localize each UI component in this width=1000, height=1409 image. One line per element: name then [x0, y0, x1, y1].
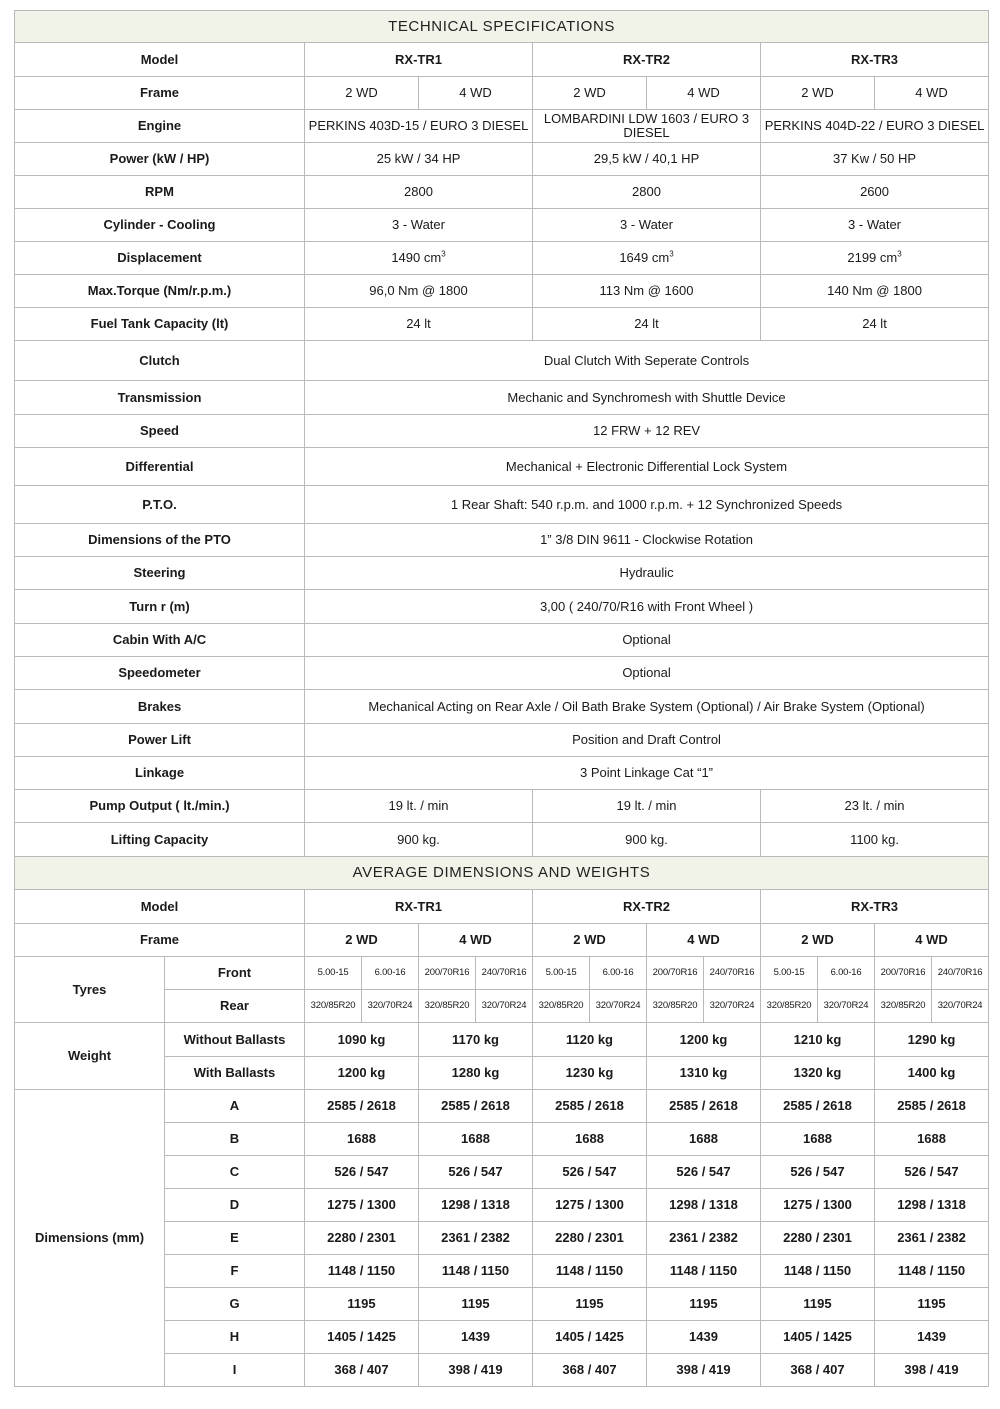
- torque-value: 113 Nm @ 1600: [533, 275, 761, 308]
- row-label: Engine: [15, 110, 305, 143]
- row-label: Turn r (m): [15, 590, 305, 624]
- dimension-value: 1405 / 1425: [533, 1321, 647, 1354]
- frame-cell: 4 WD: [419, 924, 533, 957]
- dimension-value: 1148 / 1150: [761, 1255, 875, 1288]
- weight-value: 1200 kg: [647, 1023, 761, 1057]
- power-row: [15, 143, 989, 176]
- sub-label: With Ballasts: [165, 1057, 305, 1090]
- row-label: Differential: [15, 448, 305, 486]
- weight-value: 1170 kg: [419, 1023, 533, 1057]
- dimension-value: 1439: [419, 1321, 533, 1354]
- dimension-value: 1298 / 1318: [419, 1189, 533, 1222]
- shared-value: 1” 3/8 DIN 9611 - Clockwise Rotation: [305, 524, 989, 557]
- row-label: Linkage: [15, 757, 305, 790]
- model-header: RX-TR3: [761, 890, 989, 924]
- dimension-value: 1148 / 1150: [305, 1255, 419, 1288]
- row-label: Frame: [15, 77, 305, 110]
- section-title: AVERAGE DIMENSIONS AND WEIGHTS: [15, 857, 989, 890]
- dimension-value: 1195: [647, 1288, 761, 1321]
- dimension-value: 2585 / 2618: [533, 1090, 647, 1123]
- dimension-value: 1405 / 1425: [305, 1321, 419, 1354]
- torque-row: [15, 275, 989, 308]
- weight-value: 1400 kg: [875, 1057, 989, 1090]
- dimension-value: 2585 / 2618: [761, 1090, 875, 1123]
- dimension-value: 1195: [305, 1288, 419, 1321]
- torque-value: 96,0 Nm @ 1800: [305, 275, 533, 308]
- shared-row: [15, 524, 989, 557]
- tyre-front: 240/70R16: [476, 957, 533, 990]
- dimension-value: 1195: [419, 1288, 533, 1321]
- shared-row: [15, 590, 989, 624]
- dimension-letter: F: [165, 1255, 305, 1288]
- shared-value: 1 Rear Shaft: 540 r.p.m. and 1000 r.p.m. + 12 Synchronized Speeds: [305, 486, 989, 524]
- dimension-value: 2585 / 2618: [647, 1090, 761, 1123]
- row-label: Max.Torque (Nm/r.p.m.): [15, 275, 305, 308]
- row-label: P.T.O.: [15, 486, 305, 524]
- row-label: RPM: [15, 176, 305, 209]
- shared-value: 3,00 ( 240/70/R16 with Front Wheel ): [305, 590, 989, 624]
- shared-row: [15, 341, 989, 381]
- row-label: Fuel Tank Capacity (lt): [15, 308, 305, 341]
- shared-value: Optional: [305, 624, 989, 657]
- weight-value: 1280 kg: [419, 1057, 533, 1090]
- rpm-value: 2800: [305, 176, 533, 209]
- frame-cell: 2 WD: [305, 77, 419, 110]
- row-label: Model: [15, 43, 305, 77]
- tyre-front: 6.00-16: [362, 957, 419, 990]
- dimension-value: 368 / 407: [305, 1354, 419, 1387]
- spec-table: [14, 10, 989, 1387]
- displacement-value: 1490 $cm^3$: [305, 242, 533, 275]
- dimension-value: 1148 / 1150: [647, 1255, 761, 1288]
- tyre-rear: 320/85R20: [419, 990, 476, 1023]
- shared-row: [15, 657, 989, 690]
- dimension-value: 1688: [647, 1123, 761, 1156]
- row-label: Displacement: [15, 242, 305, 275]
- dimension-letter: D: [165, 1189, 305, 1222]
- dims-title-row: [15, 857, 989, 890]
- dimension-value: 1195: [761, 1288, 875, 1321]
- tyre-rear: 320/85R20: [875, 990, 932, 1023]
- tyre-front: 200/70R16: [647, 957, 704, 990]
- dimension-value: 1298 / 1318: [875, 1189, 989, 1222]
- power-value: 37 Kw / 50 HP: [761, 143, 989, 176]
- weight-without-row: [15, 1023, 989, 1057]
- tyre-front: 6.00-16: [590, 957, 647, 990]
- weight-value: 1290 kg: [875, 1023, 989, 1057]
- frame-cell: 2 WD: [533, 77, 647, 110]
- shared-row: [15, 415, 989, 448]
- dimension-value: 1688: [419, 1123, 533, 1156]
- dimension-value: 2280 / 2301: [533, 1222, 647, 1255]
- weight-value: 1090 kg: [305, 1023, 419, 1057]
- cylinder-value: 3 - Water: [305, 209, 533, 242]
- cylinder-row: [15, 209, 989, 242]
- dimension-value: 526 / 547: [761, 1156, 875, 1189]
- dimension-value: 2585 / 2618: [875, 1090, 989, 1123]
- fuel-value: 24 lt: [533, 308, 761, 341]
- shared-value: Position and Draft Control: [305, 724, 989, 757]
- shared-row: [15, 448, 989, 486]
- dims-frame-row: [15, 924, 989, 957]
- model-header: RX-TR3: [761, 43, 989, 77]
- row-label: Cabin With A/C: [15, 624, 305, 657]
- row-label: Clutch: [15, 341, 305, 381]
- superscript: 3: [441, 249, 446, 259]
- dimension-value: 398 / 419: [875, 1354, 989, 1387]
- dimension-value: 1688: [533, 1123, 647, 1156]
- frame-cell: 2 WD: [305, 924, 419, 957]
- tyre-rear: 320/85R20: [305, 990, 362, 1023]
- sub-label: Front: [165, 957, 305, 990]
- row-label: Speedometer: [15, 657, 305, 690]
- row-label: Steering: [15, 557, 305, 590]
- cylinder-value: 3 - Water: [533, 209, 761, 242]
- dimension-letter: I: [165, 1354, 305, 1387]
- row-label: Frame: [15, 924, 305, 957]
- frame-cell: 4 WD: [419, 77, 533, 110]
- frame-row: [15, 77, 989, 110]
- dimension-letter: E: [165, 1222, 305, 1255]
- tyre-front: 5.00-15: [761, 957, 818, 990]
- torque-value: 140 Nm @ 1800: [761, 275, 989, 308]
- row-label: Dimensions of the PTO: [15, 524, 305, 557]
- lift-value: 900 kg.: [305, 823, 533, 857]
- spec-sheet: [14, 10, 988, 1387]
- row-label: Transmission: [15, 381, 305, 415]
- dimension-value: 1275 / 1300: [305, 1189, 419, 1222]
- tyre-front: 240/70R16: [704, 957, 761, 990]
- frame-cell: 4 WD: [875, 924, 989, 957]
- dimension-letter: G: [165, 1288, 305, 1321]
- row-label: Weight: [15, 1023, 165, 1090]
- dimension-value: 398 / 419: [647, 1354, 761, 1387]
- section-title: TECHNICAL SPECIFICATIONS: [15, 11, 989, 43]
- displacement-value: 1649 $cm^3$: [533, 242, 761, 275]
- tyre-rear: 320/85R20: [533, 990, 590, 1023]
- dimension-value: 1405 / 1425: [761, 1321, 875, 1354]
- frame-cell: 4 WD: [875, 77, 989, 110]
- fuel-value: 24 lt: [305, 308, 533, 341]
- sub-label: Rear: [165, 990, 305, 1023]
- superscript: 3: [897, 249, 902, 259]
- model-row: [15, 43, 989, 77]
- frame-cell: 4 WD: [647, 77, 761, 110]
- weight-value: 1320 kg: [761, 1057, 875, 1090]
- dimension-value: 398 / 419: [419, 1354, 533, 1387]
- weight-value: 1310 kg: [647, 1057, 761, 1090]
- dimension-value: 1195: [533, 1288, 647, 1321]
- dimension-value: 2361 / 2382: [647, 1222, 761, 1255]
- row-label: Power (kW / HP): [15, 143, 305, 176]
- dimension-value: 526 / 547: [647, 1156, 761, 1189]
- tyre-rear: 320/70R24: [590, 990, 647, 1023]
- tyre-front: 200/70R16: [875, 957, 932, 990]
- weight-value: 1230 kg: [533, 1057, 647, 1090]
- dimension-value: 2280 / 2301: [761, 1222, 875, 1255]
- model-header: RX-TR1: [305, 890, 533, 924]
- engine-value: LOMBARDINI LDW 1603 / EURO 3 DIESEL: [533, 110, 761, 143]
- tyres-front-row: [15, 957, 989, 990]
- shared-value: Dual Clutch With Seperate Controls: [305, 341, 989, 381]
- dims-model-row: [15, 890, 989, 924]
- tyre-front: 6.00-16: [818, 957, 875, 990]
- dimension-value: 2585 / 2618: [419, 1090, 533, 1123]
- tyre-front: 200/70R16: [419, 957, 476, 990]
- dimension-value: 2361 / 2382: [419, 1222, 533, 1255]
- power-value: 29,5 kW / 40,1 HP: [533, 143, 761, 176]
- dimension-value: 1275 / 1300: [761, 1189, 875, 1222]
- lift-row: [15, 823, 989, 857]
- row-label: Power Lift: [15, 724, 305, 757]
- frame-cell: 2 WD: [761, 924, 875, 957]
- shared-value: Mechanic and Synchromesh with Shuttle Device: [305, 381, 989, 415]
- row-label: Dimensions (mm): [15, 1090, 165, 1387]
- dimension-value: 1298 / 1318: [647, 1189, 761, 1222]
- rpm-row: [15, 176, 989, 209]
- tyre-rear: 320/85R20: [647, 990, 704, 1023]
- pump-value: 19 lt. / min: [305, 790, 533, 823]
- shared-row: [15, 690, 989, 724]
- fuel-row: [15, 308, 989, 341]
- dimension-value: 1148 / 1150: [875, 1255, 989, 1288]
- rpm-value: 2800: [533, 176, 761, 209]
- dimension-value: 2585 / 2618: [305, 1090, 419, 1123]
- dimension-letter: B: [165, 1123, 305, 1156]
- dimension-value: 368 / 407: [533, 1354, 647, 1387]
- engine-value: PERKINS 403D-15 / EURO 3 DIESEL: [305, 110, 533, 143]
- tyre-front: 5.00-15: [533, 957, 590, 990]
- dimension-value: 1688: [305, 1123, 419, 1156]
- dimension-row: [15, 1090, 989, 1123]
- dimension-value: 1148 / 1150: [533, 1255, 647, 1288]
- model-header: RX-TR1: [305, 43, 533, 77]
- weight-value: 1200 kg: [305, 1057, 419, 1090]
- dimension-letter: C: [165, 1156, 305, 1189]
- fuel-value: 24 lt: [761, 308, 989, 341]
- dimension-value: 2361 / 2382: [875, 1222, 989, 1255]
- cylinder-value: 3 - Water: [761, 209, 989, 242]
- shared-row: [15, 381, 989, 415]
- dimension-value: 1688: [761, 1123, 875, 1156]
- engine-row: [15, 110, 989, 143]
- tyre-rear: 320/70R24: [818, 990, 875, 1023]
- dimension-value: 1688: [875, 1123, 989, 1156]
- dimension-value: 526 / 547: [419, 1156, 533, 1189]
- shared-value: 12 FRW + 12 REV: [305, 415, 989, 448]
- model-header: RX-TR2: [533, 43, 761, 77]
- shared-row: [15, 557, 989, 590]
- row-label: Cylinder - Cooling: [15, 209, 305, 242]
- pump-row: [15, 790, 989, 823]
- dimension-value: 1195: [875, 1288, 989, 1321]
- dimension-value: 1275 / 1300: [533, 1189, 647, 1222]
- superscript: 3: [669, 249, 674, 259]
- tyre-rear: 320/70R24: [476, 990, 533, 1023]
- dimension-value: 526 / 547: [533, 1156, 647, 1189]
- displacement-row: [15, 242, 989, 275]
- tyre-rear: 320/70R24: [704, 990, 761, 1023]
- tyre-front: 240/70R16: [932, 957, 989, 990]
- power-value: 25 kW / 34 HP: [305, 143, 533, 176]
- dimension-value: 1148 / 1150: [419, 1255, 533, 1288]
- shared-row: [15, 486, 989, 524]
- row-label: Lifting Capacity: [15, 823, 305, 857]
- shared-value: Mechanical + Electronic Differential Lock System: [305, 448, 989, 486]
- shared-value: Mechanical Acting on Rear Axle / Oil Bath Brake System (Optional) / Air Brake System (Optional): [305, 690, 989, 724]
- row-label: Brakes: [15, 690, 305, 724]
- tyre-front: 5.00-15: [305, 957, 362, 990]
- weight-value: 1120 kg: [533, 1023, 647, 1057]
- frame-cell: 2 WD: [761, 77, 875, 110]
- engine-value: PERKINS 404D-22 / EURO 3 DIESEL: [761, 110, 989, 143]
- shared-value: 3 Point Linkage Cat “1”: [305, 757, 989, 790]
- tyre-rear: 320/85R20: [761, 990, 818, 1023]
- pump-value: 19 lt. / min: [533, 790, 761, 823]
- shared-value: Optional: [305, 657, 989, 690]
- shared-value: Hydraulic: [305, 557, 989, 590]
- row-label: Model: [15, 890, 305, 924]
- row-label: Speed: [15, 415, 305, 448]
- dimension-value: 526 / 547: [305, 1156, 419, 1189]
- dimension-value: 2280 / 2301: [305, 1222, 419, 1255]
- spec-title-row: [15, 11, 989, 43]
- dimension-value: 368 / 407: [761, 1354, 875, 1387]
- pump-value: 23 lt. / min: [761, 790, 989, 823]
- dimension-letter: H: [165, 1321, 305, 1354]
- dimension-value: 1439: [647, 1321, 761, 1354]
- tyre-rear: 320/70R24: [932, 990, 989, 1023]
- tyre-rear: 320/70R24: [362, 990, 419, 1023]
- shared-row: [15, 724, 989, 757]
- displacement-value: 2199 $cm^3$: [761, 242, 989, 275]
- frame-cell: 4 WD: [647, 924, 761, 957]
- weight-value: 1210 kg: [761, 1023, 875, 1057]
- row-label: Tyres: [15, 957, 165, 1023]
- model-header: RX-TR2: [533, 890, 761, 924]
- shared-row: [15, 624, 989, 657]
- row-label: Pump Output ( lt./min.): [15, 790, 305, 823]
- lift-value: 900 kg.: [533, 823, 761, 857]
- lift-value: 1100 kg.: [761, 823, 989, 857]
- dimension-value: 1439: [875, 1321, 989, 1354]
- frame-cell: 2 WD: [533, 924, 647, 957]
- shared-row: [15, 757, 989, 790]
- sub-label: Without Ballasts: [165, 1023, 305, 1057]
- rpm-value: 2600: [761, 176, 989, 209]
- dimension-letter: A: [165, 1090, 305, 1123]
- dimension-value: 526 / 547: [875, 1156, 989, 1189]
